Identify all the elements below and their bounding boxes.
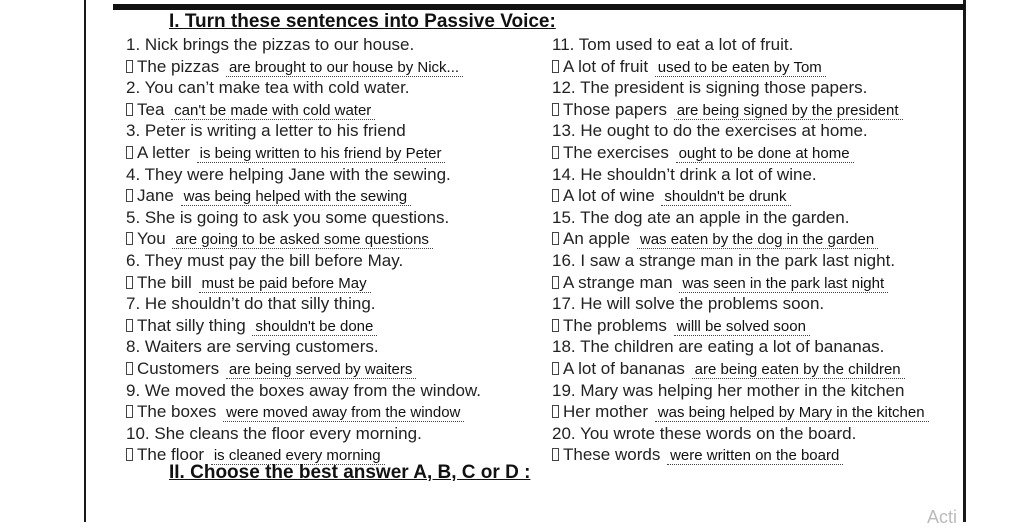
question-number: 20.: [552, 423, 576, 443]
answer-field[interactable]: willl be solved soon: [674, 318, 810, 336]
question-number: 18.: [552, 337, 576, 357]
left-column: [126, 34, 536, 466]
answer-field[interactable]: shouldn't be done: [252, 318, 377, 336]
answer-field[interactable]: was being helped with the sewing: [181, 188, 411, 206]
question-text: Peter is writing a letter to his friend: [144, 121, 406, 141]
question-number: 17.: [552, 294, 576, 314]
question-row: [552, 120, 952, 142]
question-row: [126, 293, 536, 315]
arrow-icon: [126, 319, 133, 332]
answer-row: [126, 315, 536, 337]
answer-field[interactable]: is being written to his friend by Peter: [197, 145, 446, 163]
answer-field[interactable]: must be paid before May: [199, 275, 371, 293]
question-row: [552, 164, 952, 186]
question-row: [126, 207, 536, 229]
question-text: I saw a strange man in the park last night.: [580, 250, 896, 270]
question-row: [126, 77, 536, 99]
question-row: [126, 423, 536, 445]
question-number: 7.: [126, 294, 141, 314]
question-number: 5.: [126, 207, 141, 227]
arrow-icon: [126, 448, 133, 461]
answer-row: [552, 185, 952, 207]
arrow-icon: [126, 60, 133, 73]
answer-prefix: A strange man: [563, 272, 673, 292]
question-text: You wrote these words on the board.: [580, 423, 857, 443]
question-text: Waiters are serving customers.: [144, 337, 379, 357]
answer-prefix: The pizzas: [137, 56, 220, 76]
answer-row: [126, 272, 536, 294]
answer-prefix: The problems: [563, 315, 667, 335]
answer-prefix: Tea: [137, 99, 165, 119]
section-2-title: II. Choose the best answer A, B, C or D :: [169, 462, 531, 483]
question-row: [126, 336, 536, 358]
answer-field[interactable]: was eaten by the dog in the garden: [637, 231, 878, 249]
arrow-icon: [552, 60, 559, 73]
question-text: He ought to do the exercises at home.: [580, 121, 868, 141]
right-column: [552, 34, 952, 466]
answer-field[interactable]: is cleaned every morning: [211, 447, 385, 465]
question-text: They must pay the bill before May.: [144, 250, 404, 270]
left-border-line: [84, 0, 86, 522]
answer-row: [552, 315, 952, 337]
answer-field[interactable]: are being served by waiters: [226, 361, 416, 379]
arrow-icon: [552, 362, 559, 375]
answer-field[interactable]: were written on the board: [667, 447, 843, 465]
answer-prefix: You: [137, 229, 166, 249]
question-text: He shouldn’t do that silly thing.: [144, 294, 376, 314]
arrow-icon: [552, 232, 559, 245]
arrow-icon: [126, 362, 133, 375]
answer-prefix: A letter: [137, 142, 190, 162]
answer-row: [126, 401, 536, 423]
arrow-icon: [552, 319, 559, 332]
arrow-icon: [552, 189, 559, 202]
arrow-icon: [552, 405, 559, 418]
answer-prefix: A lot of fruit: [563, 56, 649, 76]
arrow-icon: [552, 448, 559, 461]
answer-row: [552, 358, 952, 380]
answer-prefix: An apple: [563, 229, 631, 249]
question-row: [126, 164, 536, 186]
answer-row: [126, 142, 536, 164]
answer-row: [126, 228, 536, 250]
question-text: She is going to ask you some questions.: [144, 207, 450, 227]
answer-prefix: The exercises: [563, 142, 669, 162]
arrow-icon: [552, 103, 559, 116]
question-text: He shouldn’t drink a lot of wine.: [580, 164, 817, 184]
answer-field[interactable]: can't be made with cold water: [171, 102, 375, 120]
answer-row: [126, 56, 536, 78]
arrow-icon: [126, 103, 133, 116]
answer-field[interactable]: used to be eaten by Tom: [655, 59, 826, 77]
answer-prefix: The boxes: [137, 402, 217, 422]
answer-row: [552, 228, 952, 250]
answer-prefix: Those papers: [563, 99, 667, 119]
question-text: She cleans the floor every morning.: [154, 423, 422, 443]
question-number: 16.: [552, 250, 576, 270]
question-row: [552, 250, 952, 272]
arrow-icon: [126, 276, 133, 289]
question-text: We moved the boxes away from the window.: [144, 380, 481, 400]
question-row: [552, 207, 952, 229]
question-row: [126, 120, 536, 142]
answer-row: [552, 272, 952, 294]
answer-prefix: That silly thing: [137, 315, 246, 335]
question-row: [126, 250, 536, 272]
answer-row: [552, 444, 952, 466]
question-number: 1.: [126, 35, 141, 54]
question-row: [552, 293, 952, 315]
question-row: [552, 380, 952, 402]
answer-field[interactable]: are being eaten by the children: [692, 361, 905, 379]
question-number: 2.: [126, 78, 141, 98]
arrow-icon: [126, 146, 133, 159]
answer-field[interactable]: was seen in the park last night: [679, 275, 888, 293]
question-number: 4.: [126, 164, 141, 184]
question-number: 8.: [126, 337, 141, 357]
answer-row: [126, 185, 536, 207]
arrow-icon: [126, 405, 133, 418]
question-row: [552, 34, 952, 56]
question-text: You can’t make tea with cold water.: [144, 78, 410, 98]
answer-prefix: Her mother: [563, 402, 649, 422]
question-text: He will solve the problems soon.: [580, 294, 825, 314]
section-1-title: I. Turn these sentences into Passive Voice:: [169, 11, 556, 32]
answer-field[interactable]: shouldn't be drunk: [661, 188, 790, 206]
arrow-icon: [552, 146, 559, 159]
question-text: They were helping Jane with the sewing.: [144, 164, 451, 184]
answer-prefix: These words: [563, 445, 661, 465]
top-bar: [113, 4, 965, 10]
answer-row: [552, 99, 952, 121]
question-text: The dog ate an apple in the garden.: [580, 207, 850, 227]
question-number: 19.: [552, 380, 576, 400]
question-number: 13.: [552, 121, 576, 141]
answer-row: [552, 142, 952, 164]
question-text: The children are eating a lot of bananas.: [580, 337, 885, 357]
answer-field[interactable]: are being signed by the president: [674, 102, 903, 120]
answer-prefix: Jane: [137, 186, 174, 206]
question-number: 15.: [552, 207, 576, 227]
question-text: Tom used to eat a lot of fruit.: [578, 35, 794, 54]
answer-prefix: Customers: [137, 358, 220, 378]
question-row: [552, 336, 952, 358]
question-number: 12.: [552, 78, 576, 98]
question-text: Nick brings the pizzas to our house.: [144, 35, 415, 54]
question-number: 6.: [126, 250, 141, 270]
question-text: The president is signing those papers.: [580, 78, 868, 98]
answer-row: [552, 401, 952, 423]
question-number: 11.: [552, 35, 575, 54]
arrow-icon: [126, 189, 133, 202]
answer-field[interactable]: are going to be asked some questions: [172, 231, 433, 249]
answer-row: [552, 56, 952, 78]
question-row: [552, 423, 952, 445]
question-row: [126, 34, 536, 56]
answer-prefix: A lot of wine: [563, 186, 655, 206]
answer-field[interactable]: were moved away from the window: [223, 404, 464, 422]
answer-field[interactable]: was being helped by Mary in the kitchen: [655, 404, 929, 422]
answer-row: [126, 358, 536, 380]
answer-field[interactable]: ought to be done at home: [676, 145, 854, 163]
question-number: 10.: [126, 423, 150, 443]
answer-field[interactable]: are brought to our house by Nick...: [226, 59, 463, 77]
question-text: Mary was helping her mother in the kitchen: [580, 380, 905, 400]
question-number: 3.: [126, 121, 141, 141]
question-row: [126, 380, 536, 402]
answer-prefix: A lot of bananas: [563, 358, 685, 378]
question-number: 14.: [552, 164, 576, 184]
answer-prefix: The bill: [137, 272, 192, 292]
arrow-icon: [552, 276, 559, 289]
watermark: Acti: [927, 507, 958, 527]
question-number: 9.: [126, 380, 141, 400]
right-border-line: [963, 0, 966, 522]
answer-row: [126, 99, 536, 121]
question-row: [552, 77, 952, 99]
arrow-icon: [126, 232, 133, 245]
answer-prefix: The floor: [137, 445, 205, 465]
